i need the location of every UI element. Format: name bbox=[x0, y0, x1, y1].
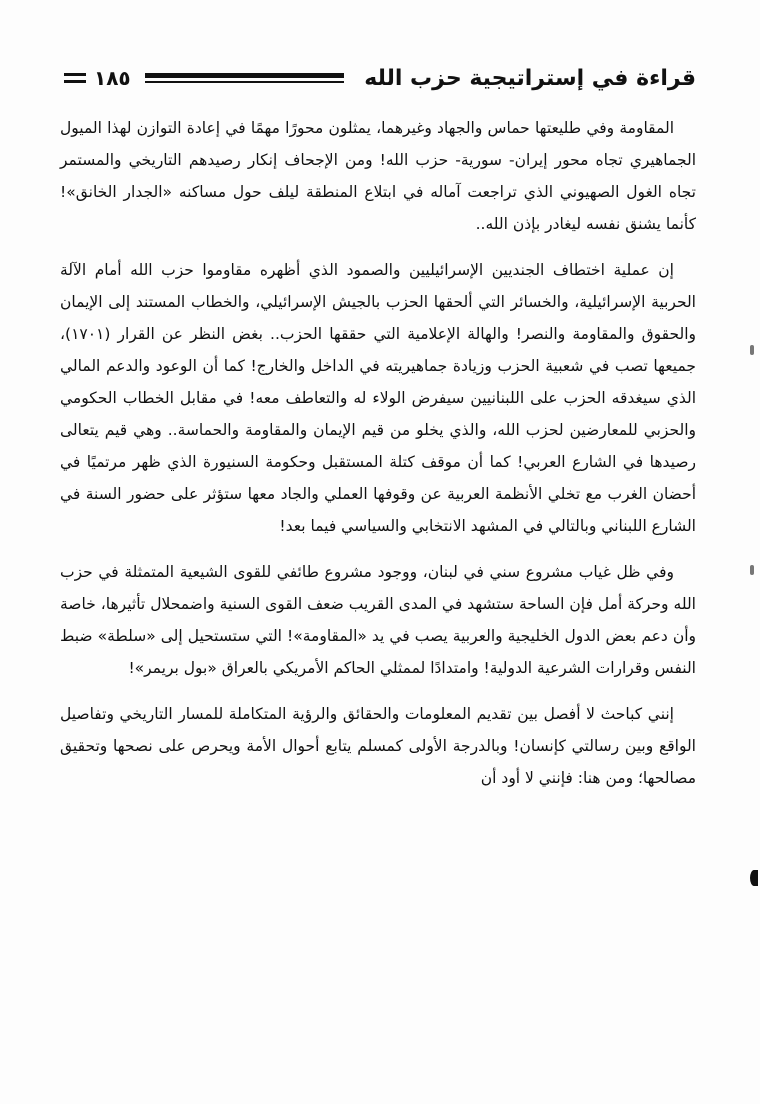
paragraph-1: المقاومة وفي طليعتها حماس والجهاد وغيرهما، يمثلون محورًا مهمًا في إعادة التوازن لهذا الميول الجماهيري تجاه محور إيران- سورية- حزب الله! ومن الإجحاف إنكار رصيدهم التاريخي والمستمر تجاه الغول الصهيوني الذي تراجعت آماله في ابتلاع المنطقة ليلف حول مساكنه «الجدار الخانق»! كأنما يشنق نفسه ليغادر بإذن الله.. bbox=[60, 119, 696, 233]
running-title: قراءة في إستراتيجية حزب الله bbox=[364, 65, 696, 91]
page-number: ١٨٥ bbox=[94, 66, 131, 90]
binding-hole-mark bbox=[750, 870, 758, 886]
header-rule bbox=[145, 73, 345, 83]
paragraph-2: إن عملية اختطاف الجنديين الإسرائيليين والصمود الذي أظهره مقاوموا حزب الله أمام الآلة الحربية الإسرائيلية، والخسائر التي ألحقها الحزب بالجيش الإسرائيلي، والخطاب المستند إلى الإيمان والحقوق والمقاومة والنصر! والهالة الإعلامية التي حققها الحزب.. بغض النظر عن القرار (١٧٠١)، جميعها تصب في شعبية الحزب وزيادة جماهيريته في الداخل والخارج! كما أن الوعود والدعم المالي الذي سيغدقه الحزب على اللبنانيين سيفرض الولاء له والتعاطف معه! في مقابل الخطاب الحكومي والحزبي للمعارضين لحزب الله، والذي يخلو من قيم الإيمان والمقاومة والحماسة.. وهي قيم يتعالى رصيدها في الشارع العربي! كما أن موقف كتلة المستقبل وحكومة السنيورة الذي ظهر مرتميًا في أحضان الغرب مع تخلي الأنظمة العربية عن وقوفها العملي والجاد معها ستؤثر على حضور السنة في الشارع اللبناني وبالتالي في المشهد الانتخابي والسياسي فيما بعد! bbox=[60, 261, 696, 535]
margin-mark bbox=[750, 565, 754, 575]
paragraph-4: إنني كباحث لا أفصل بين تقديم المعلومات والحقائق والرؤية المتكاملة للمسار التاريخي وتفاصيل الواقع وبين رسالتي كإنسان! وبالدرجة الأولى كمسلم يتابع أحوال الأمة ويحرص على نصحها وتحقيق مصالحها؛ ومن هنا: فإنني لا أود أن bbox=[60, 705, 696, 787]
running-header bbox=[64, 58, 696, 98]
header-end-mark bbox=[64, 73, 86, 83]
body-text bbox=[60, 112, 696, 794]
paragraph-3: وفي ظل غياب مشروع سني في لبنان، ووجود مشروع طائفي للقوى الشيعية المتمثلة في حزب الله وحركة أمل فإن الساحة ستشهد في المدى القريب ضعف القوى السنية واضمحلال تأثيرها، خاصة وأن دعم بعض الدول الخليجية والعربية يصب في يد «المقاومة»! التي ستستحيل إلى «سلطة» ضبط النفس وقرارات الشرعية الدولية! وامتدادًا لممثلي الحاكم الأمريكي بالعراق «بول بريمر»! bbox=[60, 563, 696, 677]
margin-mark bbox=[750, 345, 754, 355]
